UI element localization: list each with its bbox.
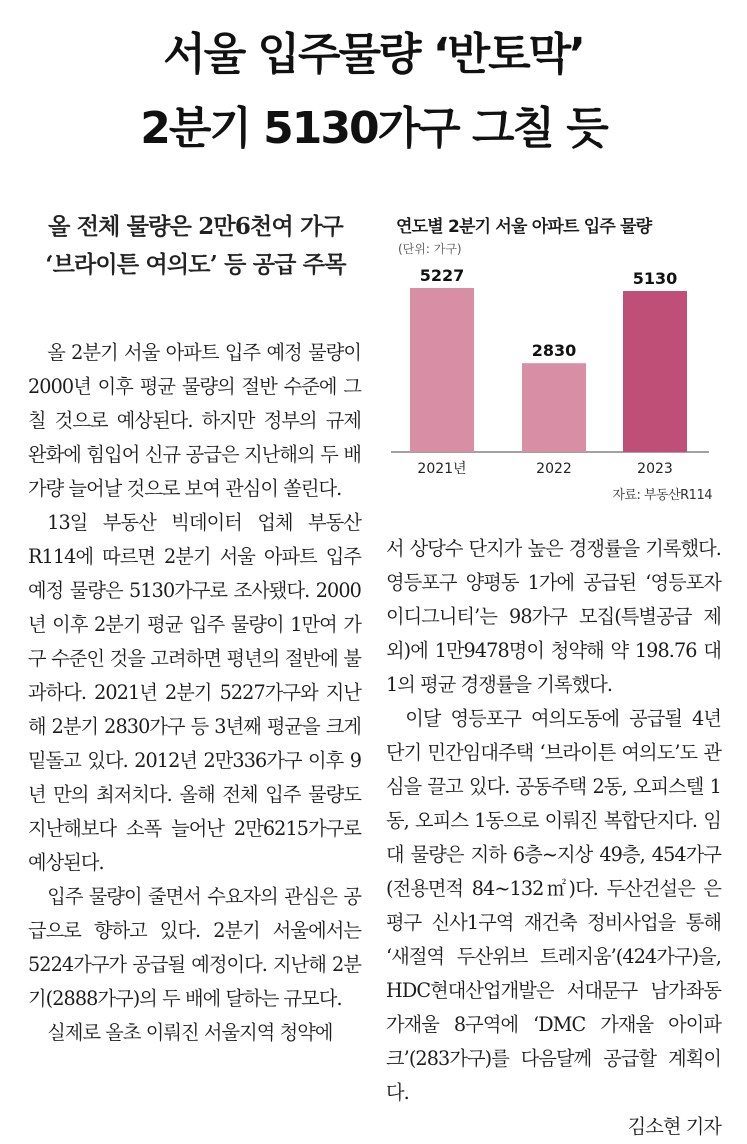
x-tick-label-1: 2022	[536, 461, 572, 477]
headline	[0, 18, 747, 166]
paragraph: 올 2분기 서울 아파트 입주 예정 물량이 2000년 이후 평균 물량의 절반 수준에 그칠 것으로 예상된다. 하지만 정부의 규제 완화에 힘입어 신규 공급은 지난해의 두 배가량 늘어날 것으로 보여 관심이 쏠린다.	[28, 341, 361, 500]
subheadline-line-2: ‘브라이튼 여의도’ 등 공급 주목	[45, 251, 346, 278]
article-column-2	[386, 532, 721, 1144]
bar-2	[623, 291, 687, 452]
bar-chart	[385, 260, 715, 480]
data-label-1: 2830	[531, 341, 577, 361]
paragraph: 실제로 올초 이뤄진 서울지역 청약에	[47, 1021, 333, 1044]
x-tick-label-2: 2023	[637, 461, 673, 477]
chart-title: 연도별 2분기 서울 아파트 입주 물량	[396, 217, 652, 237]
data-label-2: 5130	[632, 269, 678, 289]
paragraph: 13일 부동산 빅데이터 업체 부동산R114에 따르면 2분기 서울 아파트 입주 예정 물량은 5130가구로 조사됐다. 2000년 이후 2분기 평균 입주 물량이 1만여 가구 수준인 것을 고려하면 평년의 절반에 불과하다. 2021년 2분기 5227가구와 지난해 2분기 2830가구 등 3년째 평균을 크게 밑돌고 있다. 2012년 2만336가구 이후 9년 만의 최저치다. 올해 전체 입주 물량도 지난해보다 소폭 늘어난 2만6215가구로 예상된다.	[28, 511, 361, 874]
headline-line-2: 2분기 5130가구 그칠 듯	[140, 103, 607, 154]
subheadline-line-1: 올 전체 물량은 2만6천여 가구	[48, 213, 343, 240]
x-tick-label-0: 2021년	[417, 461, 467, 477]
bar-1	[522, 363, 586, 452]
subheadline	[28, 208, 363, 284]
data-label-0: 5227	[419, 265, 465, 285]
paragraph: 이달 영등포구 여의도동에 공급될 4년 단기 민간임대주택 ‘브라이튼 여의도’도 관심을 끌고 있다. 공동주택 2동, 오피스텔 1동, 오피스 1동으로 이뤄진 복합단지다. 임대 물량은 지하 6층~지상 49층, 454가구(전용면적 84~132㎡)다. 두산건설은 은평구 신사1구역 재건축 정비사업을 통해 ‘새절역 두산위브 트레지움’(424가구)을, HDC현대산업개발은 서대문구 남가좌동 가재울 8구역에 ‘DMC 가재울 아이파크’(283가구)를 다음달께 공급할 계획이다.	[386, 707, 721, 1104]
paragraph: 입주 물량이 줄면서 수요자의 관심은 공급으로 향하고 있다. 2분기 서울에서는 5224가구가 공급될 예정이다. 지난해 2분기(2888가구)의 두 배에 달하는 규모다.	[28, 885, 361, 1010]
chart-source: 자료: 부동산R114	[612, 488, 712, 503]
article-column-1	[28, 336, 361, 1050]
byline: 김소현 기자	[627, 1115, 721, 1138]
paragraph: 서 상당수 단지가 높은 경쟁률을 기록했다. 영등포구 양평동 1가에 공급된 ‘영등포자이디그니티’는 98가구 모집(특별공급 제외)에 1만9478명이 청약해 약 198.76 대 1의 평균 경쟁률을 기록했다.	[386, 537, 721, 696]
headline-line-1: 서울 입주물량 ‘반토막’	[163, 29, 584, 80]
chart-unit: (단위: 가구)	[398, 242, 462, 256]
bar-0	[410, 288, 474, 452]
